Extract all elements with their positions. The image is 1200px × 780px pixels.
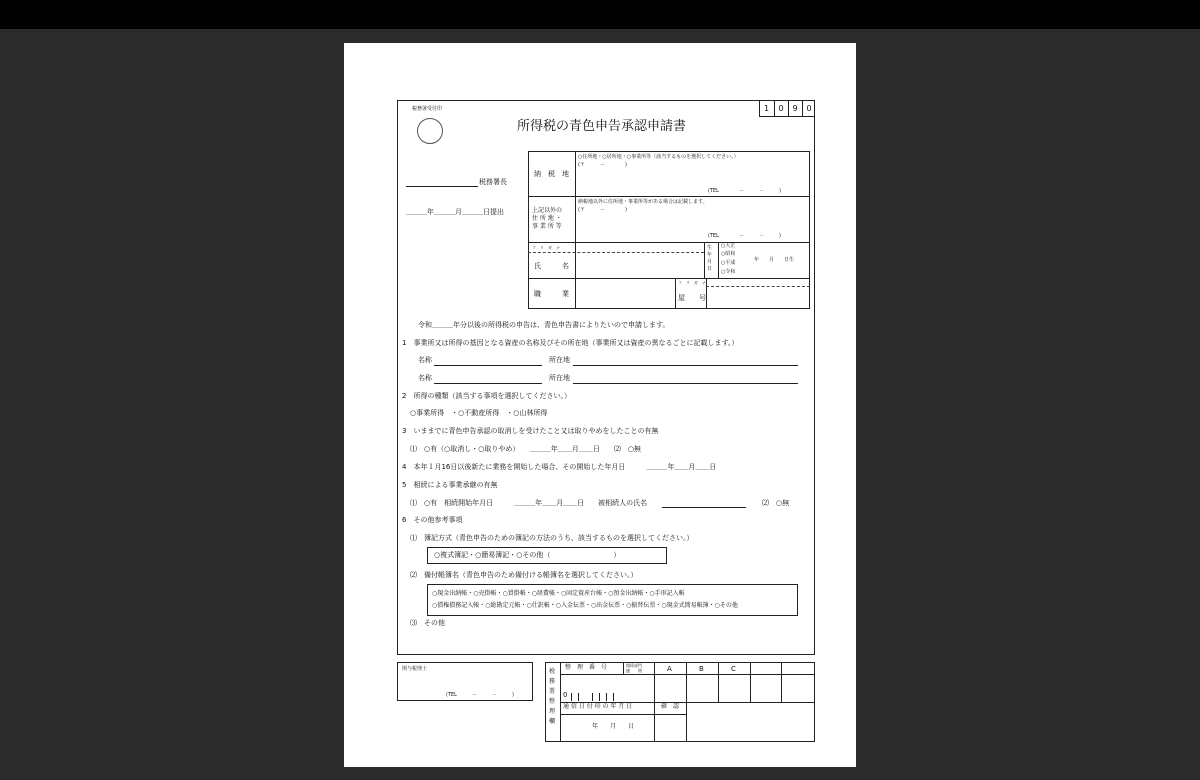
office-col-line [718,662,719,702]
section-5-none[interactable]: ⑵ ○無 [762,499,790,507]
office-col-line [654,662,655,702]
table-divider [575,151,576,309]
asset-name-line [434,365,542,366]
era-taisho: ○大正 [721,243,736,249]
era-heisei: ○平成 [721,260,736,266]
shop-furigana-line [706,286,810,287]
section-3-options[interactable]: ⑴ ○有（○取消し・○取りやめ） ＿＿＿年＿＿月＿＿日 ⑵ ○無 [410,445,641,453]
office-row-line [686,702,815,703]
col-c: C [731,665,736,673]
submit-date: ＿＿＿年＿＿＿月＿＿＿日提出 [406,208,504,216]
shop-divider [706,278,707,309]
page-title: 所得税の青色申告承認申請書 [517,119,687,134]
ledger-box [427,584,798,616]
asset-name-label-2: 名称 [418,374,432,382]
document-page [344,43,856,767]
heir-name-line [662,507,746,508]
shop-furigana: フ リ ガ ナ [678,280,706,285]
birth-divider [704,242,705,278]
ledger-options-2[interactable]: ○債権債務記入帳・○総勘定元帳・○仕訳帳・○入金伝票・○出金伝票・○振替伝票・○現金式簡易帳簿・○その他 [432,602,738,609]
office-underline [406,186,478,187]
intro-text: 令和＿＿＿年分以後の所得税の申告は、青色申告書によりたいので申請します。 [418,321,670,329]
bookkeeping-box [427,547,667,564]
asset-name-line-2 [434,383,542,384]
asset-location-line [573,365,798,366]
form-number-box [759,101,815,117]
digit-tick [599,693,600,701]
birth-divider [718,242,719,278]
other-address-tel: (TEL － － ) [708,233,781,239]
table-row-line [528,196,810,197]
office-suffix: 税務署長 [479,178,507,186]
office-row-line [560,674,815,675]
ledger-options-1[interactable]: ○現金出納帳・○売掛帳・○買掛帳・○経費帳・○固定資産台帳・○預金出納帳・○手形記入帳 [432,590,685,597]
stamp-label: 税務署受付印 [412,106,443,112]
tsushin-label: 通 信 日 付 印 の 年 月 日 [563,703,633,710]
kankei-bumon-label: 関係部門 連 絡 [626,663,642,673]
asset-location-line-2 [573,383,798,384]
form-number-digit: 0 [774,101,787,116]
section-4: 4 本年１月16日以後新たに業務を開始した場合、その開始した年月日 ＿＿＿年＿＿月＿＿日 [402,463,717,471]
shop-divider [675,278,676,309]
section-6-1: ⑴ 簿記方式（青色申告のための簿記の方法のうち、該当するものを選択してください。） [410,534,694,542]
office-row-line [560,714,686,715]
asset-location-label: 所在地 [549,356,570,364]
section-6-2: ⑵ 備付帳簿名（青色申告のため備付ける帳簿名を選択してください。） [410,571,638,579]
office-col-line [623,662,624,675]
occupation-label: 職 業 [534,290,569,298]
kakunin-label: 確 認 [661,703,680,710]
digit-tick [578,693,579,701]
form-number-digit: 9 [788,101,801,116]
asset-location-label-2: 所在地 [549,374,570,382]
office-col-line [750,662,751,702]
section-3: 3 いままでに青色申告承認の取消しを受けたこと又は取りやめをしたことの有無 [402,427,659,435]
tax-accountant-tel: (TEL － － ) [446,692,514,698]
form-number-digit: 1 [763,104,770,113]
section-1: 1 事業所又は所得の基因となる資産の名称及びその所在地（事業所又は資産の異なるごとに記載します。） [402,339,739,347]
kakunin-divider [654,702,655,742]
section-6: 6 その他参考事項 [402,516,463,524]
name-label: 氏 名 [534,262,569,270]
era-reiwa: ○令和 [721,269,736,275]
address-postal: (〒 － ) [578,162,627,168]
section-5-options[interactable]: ⑴ ○有 相続開始年月日 ＿＿＿年＿＿月＿＿日 被相続人の氏名 [410,499,648,507]
section-5: 5 相続による事業承継の有無 [402,481,498,489]
birth-label: 生年月日 [707,245,713,272]
table-row-line [528,242,810,243]
digit-tick [606,693,607,701]
office-col-line [686,662,687,742]
furigana-label: フ リ ガ ナ [532,245,560,250]
era-showa: ○昭和 [721,251,736,257]
income-type-options[interactable]: ○事業所得 ・○不動産所得 ・○山林所得 [410,409,548,417]
tax-accountant-box [397,662,533,701]
col-a: A [667,665,672,673]
table-row-line [528,278,810,279]
other-address-label: 上記以外の 住 所 地 ・ 事 業 所 等 [532,207,563,230]
col-b: B [699,665,704,673]
address-tel: (TEL － － ) [708,188,781,194]
other-address-note: 納税地以外に住所地・事業所等がある場合は記載します。 [578,199,708,205]
stamp-circle [417,118,443,144]
other-address-postal: (〒 － ) [578,207,627,213]
digit-tick [613,693,614,701]
seiri-bango-label: 整 理 番 号 [565,664,608,671]
address-label: 納 税 地 [534,170,569,178]
zero-mark: 0 [563,691,568,699]
date-row: 年 月 日 [592,723,635,730]
furigana-line [528,252,704,253]
shop-label: 屋 号 [678,294,706,302]
birth-date: 年 月 日生 [754,257,795,263]
section-6-3: ⑶ その他 [410,619,445,627]
form-number-digit: 0 [802,101,815,116]
asset-name-label: 名称 [418,356,432,364]
viewer-top-bar [0,0,1200,29]
tax-accountant-label: 関与税理士 [402,666,428,672]
address-options: ○住所地・○居所地・○事業所等（該当するものを選択してください。） [578,154,739,160]
bookkeeping-options[interactable]: ○複式簿記・○簡易簿記・○その他（ ） [434,551,621,559]
office-col-line [781,662,782,702]
office-col-label: 税 務 署 整 理 欄 [549,668,556,725]
section-2: 2 所得の種類（該当する事項を選択してください。） [402,392,571,400]
digit-tick [592,693,593,701]
digit-tick [571,693,572,701]
